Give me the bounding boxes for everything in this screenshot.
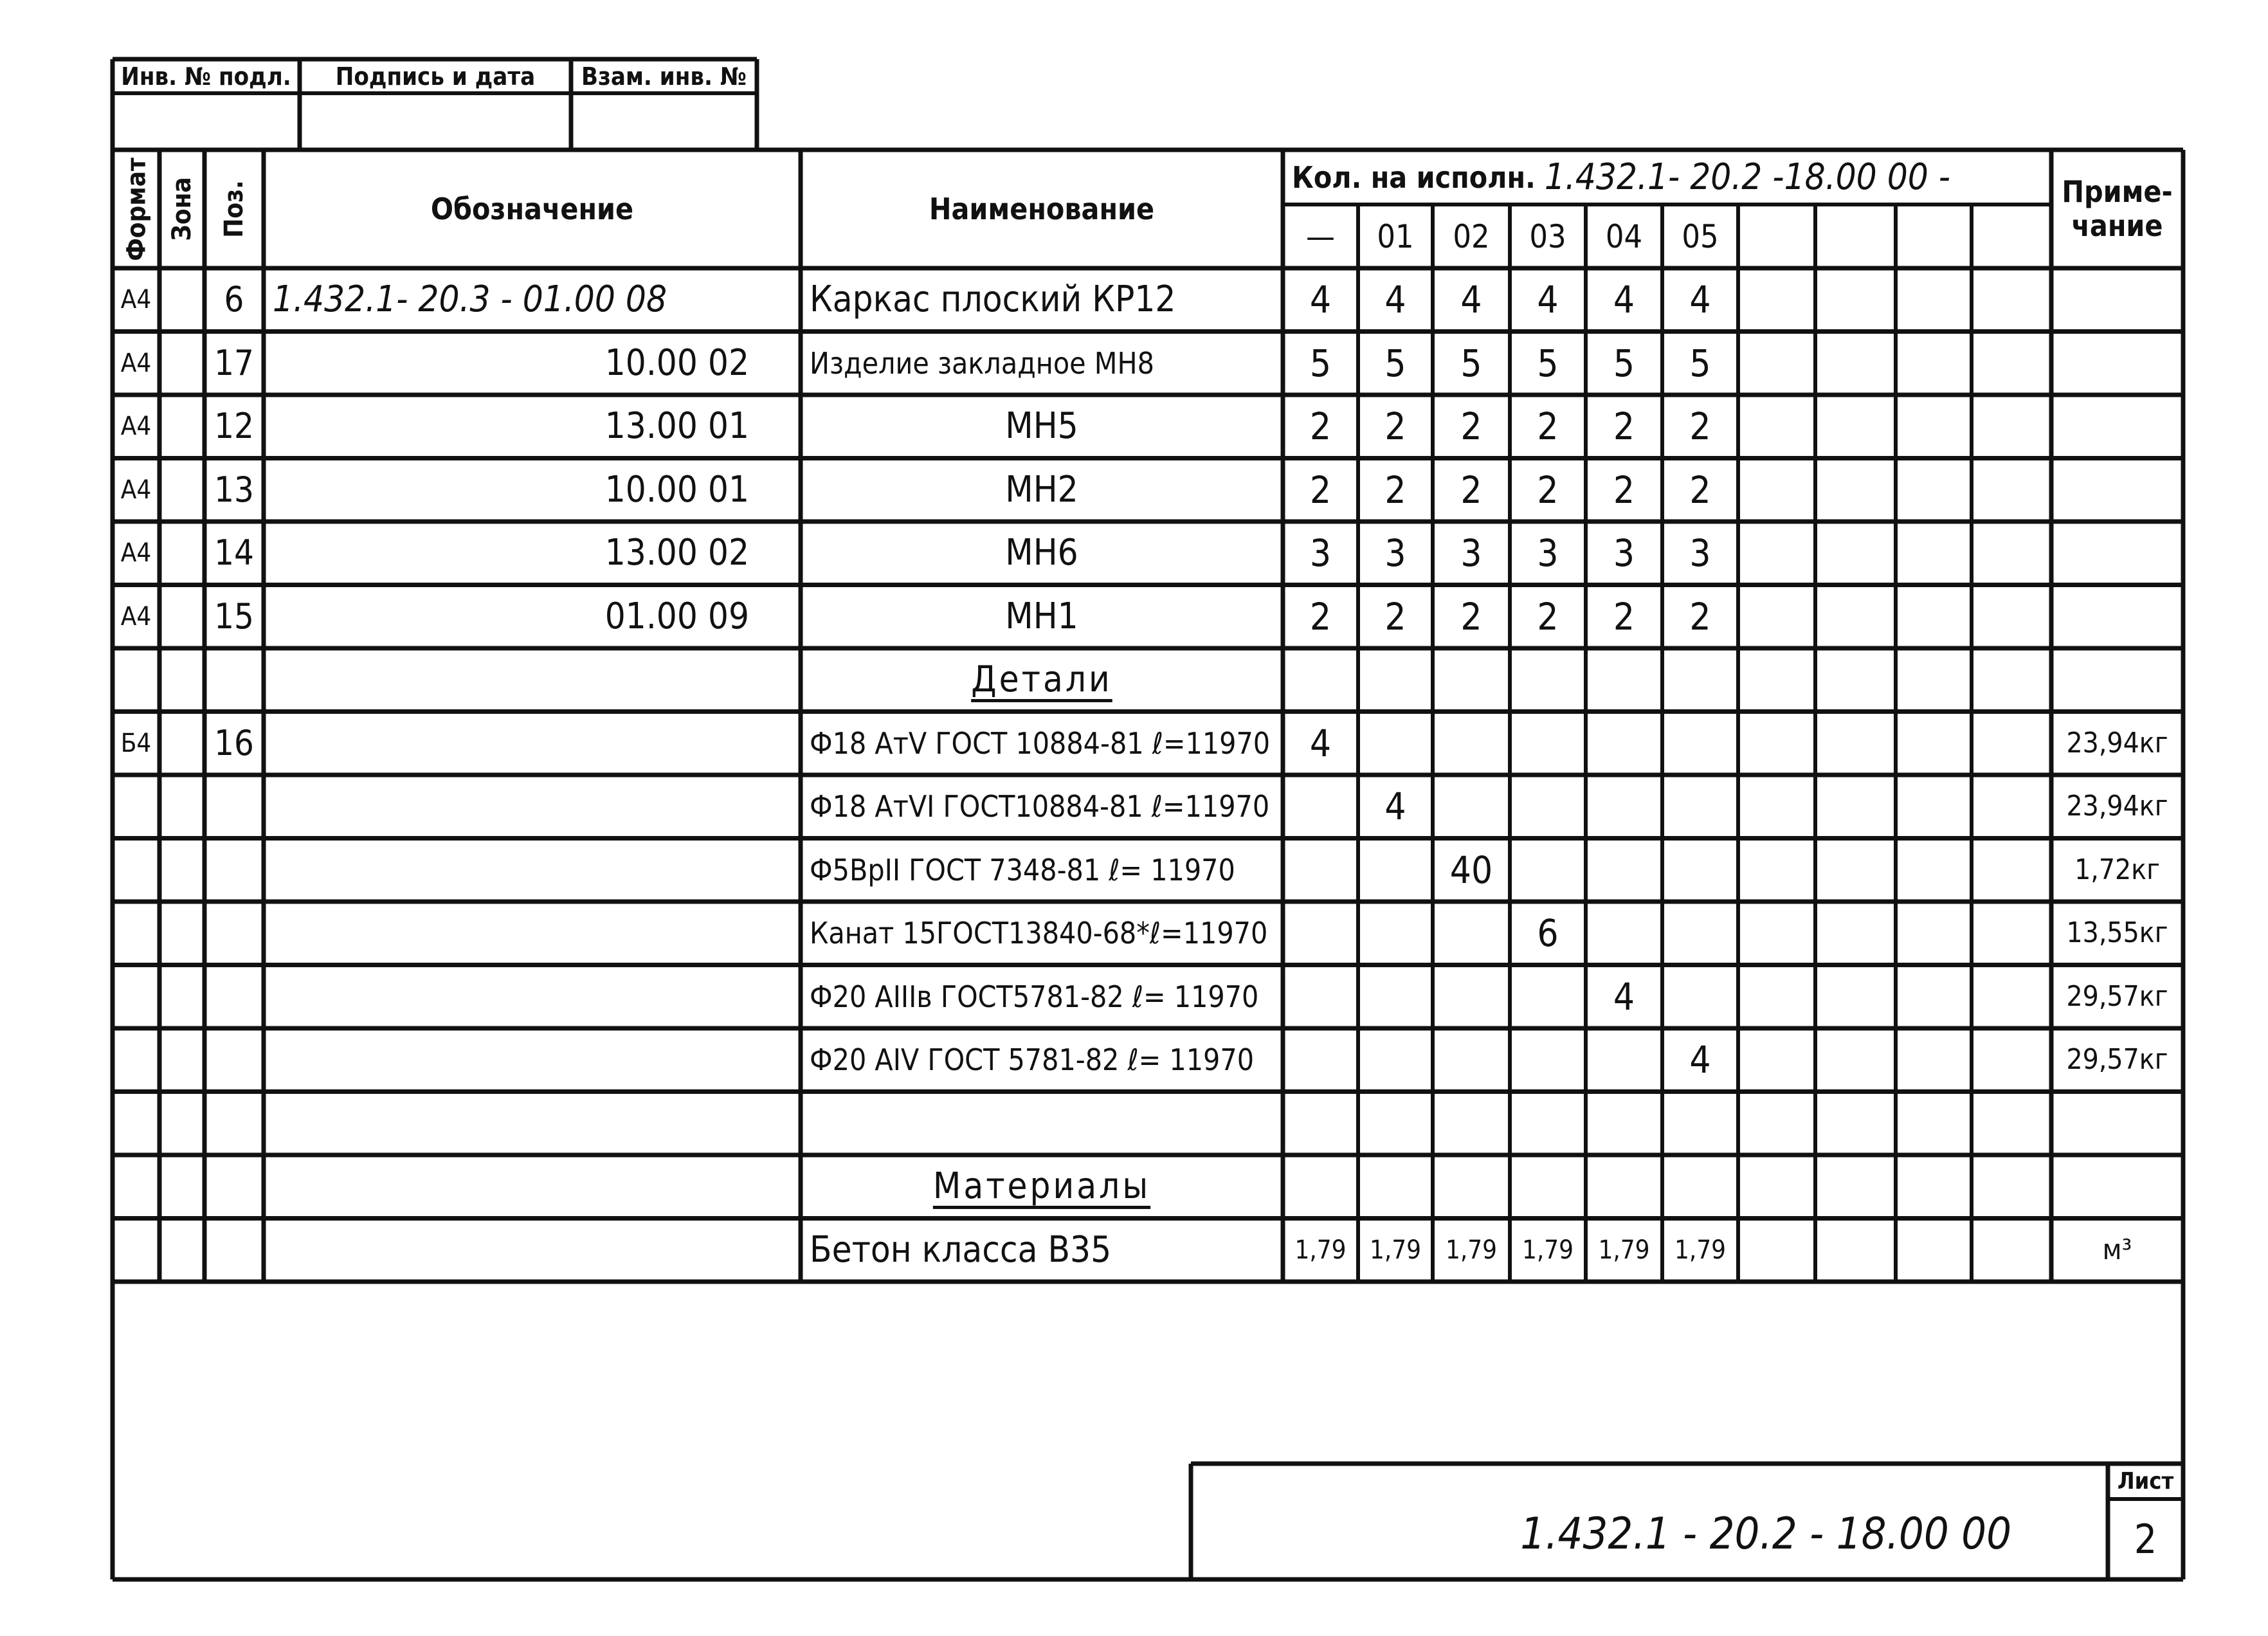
titleblock-code: 1.432.1 - 20.2 - 18.00 00: [1520, 1509, 2011, 1559]
row-designation: [264, 1219, 801, 1282]
header-variant-0: —: [1306, 217, 1335, 255]
row-qty-2: [1433, 1155, 1510, 1219]
row-zone: [159, 839, 204, 902]
row-format: А4: [120, 601, 152, 632]
row-qty-0: 4: [1309, 721, 1332, 765]
row-zone: [159, 1092, 204, 1156]
row-designation: [264, 902, 801, 965]
row-qty-1: 5: [1384, 341, 1406, 385]
row-qty-4: 5: [1613, 341, 1635, 385]
row-designation: 10.00 01: [604, 468, 749, 511]
row-qty-2: 4: [1460, 278, 1482, 322]
row-pos: [204, 1092, 264, 1156]
row-qty-1: 4: [1384, 785, 1406, 829]
row-qty-5: 2: [1689, 404, 1711, 449]
stamp-inv-label: Инв. № подл.: [121, 62, 291, 91]
row-note: [2051, 1155, 2183, 1219]
row-qty-0: [1283, 1155, 1358, 1219]
row-qty-3: 4: [1537, 278, 1559, 322]
row-pos: 14: [214, 532, 254, 574]
row-qty-2: 1,79: [1445, 1235, 1498, 1265]
row-qty-4: [1586, 839, 1662, 902]
row-zone: [159, 902, 204, 965]
row-designation: [264, 775, 801, 839]
row-qty-5: 2: [1689, 594, 1711, 639]
row-qty-3: 2: [1537, 594, 1559, 639]
row-qty-0: [1283, 902, 1358, 965]
row-designation: [264, 648, 801, 712]
row-zone: [159, 585, 204, 649]
row-name: Ф20 АIV ГОСТ 5781-82 ℓ= 11970: [810, 1042, 1255, 1078]
row-pos: [204, 775, 264, 839]
row-qty-2: [1433, 902, 1510, 965]
row-qty-1: 4: [1384, 278, 1406, 322]
row-qty-4: [1586, 1092, 1662, 1156]
row-format: [113, 648, 159, 712]
row-qty-5: 4: [1689, 278, 1711, 322]
row-name: Ф20 АIIIв ГОСТ5781-82 ℓ= 11970: [810, 979, 1259, 1014]
row-qty-2: 3: [1460, 531, 1482, 576]
row-qty-0: 4: [1309, 278, 1332, 322]
row-pos: [204, 1219, 264, 1282]
row-format: А4: [120, 538, 152, 568]
row-qty-5: [1662, 965, 1738, 1029]
row-qty-3: [1510, 1028, 1586, 1092]
header-zone: Зона: [167, 177, 197, 241]
row-zone: [159, 1219, 204, 1282]
row-qty-4: [1586, 1155, 1662, 1219]
row-pos: [204, 839, 264, 902]
row-qty-4: 2: [1613, 404, 1635, 449]
row-zone: [159, 395, 204, 459]
row-note: [2051, 1092, 2183, 1156]
row-format: [113, 839, 159, 902]
row-qty-1: [1358, 839, 1433, 902]
row-format: А4: [120, 412, 152, 442]
header-variant-4: 04: [1605, 217, 1643, 255]
row-qty-4: [1586, 902, 1662, 965]
row-designation: [264, 712, 801, 776]
row-pos: 17: [214, 342, 254, 383]
row-zone: [159, 522, 204, 585]
row-zone: [159, 268, 204, 332]
row-name: Ф5ВрII ГОСТ 7348-81 ℓ= 11970: [810, 852, 1235, 887]
row-qty-1: 1,79: [1369, 1235, 1422, 1265]
row-qty-2: [1433, 648, 1510, 712]
row-format: А4: [120, 285, 152, 315]
row-name: Каркас плоский КР12: [810, 278, 1176, 321]
row-qty-4: [1586, 648, 1662, 712]
row-qty-5: [1662, 839, 1738, 902]
row-qty-0: [1283, 965, 1358, 1029]
header-variant-1: 01: [1377, 217, 1414, 255]
row-qty-3: [1510, 1092, 1586, 1156]
row-zone: [159, 1028, 204, 1092]
row-qty-1: 2: [1384, 594, 1406, 639]
row-zone: [159, 965, 204, 1029]
row-qty-1: [1358, 1028, 1433, 1092]
row-note: [2051, 648, 2183, 712]
row-name: МН5: [1005, 405, 1078, 448]
header-qty-code: 1.432.1- 20.2 -18.00 00 -: [1544, 156, 1950, 198]
row-pos: [204, 1155, 264, 1219]
row-name: [801, 1092, 1283, 1156]
row-qty-1: [1358, 1155, 1433, 1219]
header-note: Приме- чание: [2062, 174, 2173, 243]
row-qty-4: [1586, 1028, 1662, 1092]
row-designation: [264, 839, 801, 902]
titleblock-sheet-label: Лист: [2117, 1468, 2174, 1495]
row-format: [113, 902, 159, 965]
row-qty-4: [1586, 712, 1662, 776]
row-designation: 13.00 02: [604, 532, 749, 574]
row-designation: 13.00 01: [604, 405, 749, 448]
row-name: Бетон класса В35: [810, 1228, 1112, 1271]
row-zone: [159, 1155, 204, 1219]
row-qty-1: [1358, 965, 1433, 1029]
header-variant-3: 03: [1529, 217, 1566, 255]
row-qty-2: [1433, 965, 1510, 1029]
row-designation: 1.432.1- 20.3 - 01.00 08: [273, 278, 667, 321]
row-note: [2051, 268, 2183, 332]
row-qty-0: [1283, 775, 1358, 839]
row-pos: 12: [214, 406, 254, 447]
row-zone: [159, 648, 204, 712]
row-qty-5: 3: [1689, 531, 1711, 576]
header-qty-title: [1283, 150, 2051, 204]
row-qty-4: 2: [1613, 468, 1635, 512]
row-note: [2051, 459, 2183, 522]
row-qty-3: 6: [1537, 911, 1559, 956]
row-designation: [264, 1028, 801, 1092]
row-qty-0: 5: [1309, 341, 1332, 385]
row-name: МН2: [1005, 468, 1078, 511]
row-qty-3: 2: [1537, 468, 1559, 512]
row-note: 23,94кг: [2066, 790, 2168, 823]
row-qty-1: 3: [1384, 531, 1406, 576]
row-qty-2: 2: [1460, 594, 1482, 639]
row-qty-1: [1358, 648, 1433, 712]
row-designation: 10.00 02: [604, 341, 749, 384]
header-format: Формат: [121, 157, 151, 261]
row-note: 1,72кг: [2074, 853, 2160, 886]
row-qty-4: 1,79: [1598, 1235, 1650, 1265]
row-qty-3: [1510, 1155, 1586, 1219]
row-format: [113, 1219, 159, 1282]
row-qty-0: [1283, 648, 1358, 712]
row-qty-2: 5: [1460, 341, 1482, 385]
row-name: Ф18 АтV ГОСТ 10884-81 ℓ=11970: [810, 725, 1271, 761]
row-qty-0: [1283, 1028, 1358, 1092]
row-name: МН1: [1005, 595, 1078, 637]
row-qty-0: [1283, 839, 1358, 902]
row-qty-5: [1662, 902, 1738, 965]
row-qty-5: [1662, 648, 1738, 712]
row-qty-3: [1510, 965, 1586, 1029]
row-pos: [204, 648, 264, 712]
row-pos: [204, 1028, 264, 1092]
row-pos: [204, 902, 264, 965]
row-designation: [264, 1092, 801, 1156]
row-qty-3: [1510, 775, 1586, 839]
row-zone: [159, 775, 204, 839]
row-note: [2051, 395, 2183, 459]
row-qty-3: 2: [1537, 404, 1559, 449]
header-variant-8: [1896, 204, 1972, 268]
row-qty-3: 1,79: [1521, 1235, 1574, 1265]
row-qty-5: 4: [1689, 1038, 1711, 1082]
row-qty-1: [1358, 902, 1433, 965]
header-variant-7: [1815, 204, 1896, 268]
row-format: [113, 775, 159, 839]
row-qty-2: [1433, 712, 1510, 776]
header-name: Наименование: [929, 192, 1155, 226]
row-qty-5: [1662, 1155, 1738, 1219]
row-qty-4: 4: [1613, 278, 1635, 322]
row-name: Ф18 АтVI ГОСТ10884-81 ℓ=11970: [810, 789, 1270, 824]
row-note: [2051, 585, 2183, 649]
header-variant-9: [1972, 204, 2051, 268]
row-name: Изделие закладное МН8: [810, 345, 1154, 381]
row-qty-2: 2: [1460, 468, 1482, 512]
row-zone: [159, 459, 204, 522]
row-qty-2: [1433, 1092, 1510, 1156]
titleblock-sheet-number: 2: [2134, 1515, 2157, 1563]
row-qty-5: [1662, 1092, 1738, 1156]
row-qty-5: 2: [1689, 468, 1711, 512]
row-qty-0: [1283, 1092, 1358, 1156]
header-pos: Поз.: [219, 180, 249, 238]
row-qty-1: [1358, 712, 1433, 776]
row-note: 13,55кг: [2066, 916, 2168, 950]
row-format: [113, 965, 159, 1029]
row-qty-4: 4: [1613, 974, 1635, 1019]
row-qty-0: 1,79: [1294, 1235, 1347, 1265]
stamp-sign-label: Подпись и дата: [335, 62, 536, 91]
row-qty-5: [1662, 712, 1738, 776]
row-note: 29,57кг: [2066, 1043, 2168, 1077]
row-designation: 01.00 09: [604, 595, 749, 637]
row-qty-4: 3: [1613, 531, 1635, 576]
row-pos: 13: [214, 469, 254, 510]
row-designation: [264, 1155, 801, 1219]
row-format: [113, 1028, 159, 1092]
row-qty-5: 5: [1689, 341, 1711, 385]
row-name: МН6: [1005, 532, 1078, 574]
row-qty-3: [1510, 712, 1586, 776]
row-qty-2: [1433, 775, 1510, 839]
row-pos: 15: [214, 595, 254, 637]
row-qty-0: 2: [1309, 468, 1332, 512]
row-note: [2051, 522, 2183, 585]
stamp-replace-label: Взам. инв. №: [581, 62, 747, 91]
row-qty-3: [1510, 648, 1586, 712]
row-format: [113, 1092, 159, 1156]
row-name: Материалы: [932, 1165, 1151, 1208]
row-pos: 6: [224, 279, 244, 320]
row-name: Детали: [971, 659, 1112, 701]
row-name: Канат 15ГОСТ13840-68*ℓ=11970: [810, 916, 1268, 951]
row-note: [2051, 332, 2183, 395]
row-qty-5: [1662, 775, 1738, 839]
row-qty-2: [1433, 1028, 1510, 1092]
row-pos: 16: [214, 722, 254, 763]
row-format: Б4: [120, 728, 152, 758]
row-qty-1: [1358, 1092, 1433, 1156]
header-variant-6: [1738, 204, 1815, 268]
row-qty-0: 2: [1309, 594, 1332, 639]
row-note: 29,57кг: [2066, 979, 2168, 1013]
row-qty-3: 3: [1537, 531, 1559, 576]
row-qty-2: 40: [1449, 848, 1493, 892]
row-zone: [159, 712, 204, 776]
row-qty-4: [1586, 775, 1662, 839]
row-qty-5: 1,79: [1674, 1235, 1727, 1265]
row-qty-1: 2: [1384, 468, 1406, 512]
row-qty-1: 2: [1384, 404, 1406, 449]
row-format: А4: [120, 348, 152, 378]
header-variant-5: 05: [1682, 217, 1719, 255]
row-zone: [159, 332, 204, 395]
row-qty-0: 2: [1309, 404, 1332, 449]
row-note: 23,94кг: [2066, 726, 2168, 759]
row-qty-2: 2: [1460, 404, 1482, 449]
row-note: м³: [2102, 1233, 2132, 1266]
row-pos: [204, 965, 264, 1029]
row-designation: [264, 965, 801, 1029]
header-designation: Обозначение: [430, 192, 634, 226]
row-format: [113, 1155, 159, 1219]
row-qty-4: 2: [1613, 594, 1635, 639]
header-qty-label: Кол. на исполн.: [1292, 159, 1536, 195]
header-variant-2: 02: [1453, 217, 1490, 255]
row-qty-3: 5: [1537, 341, 1559, 385]
row-qty-0: 3: [1309, 531, 1332, 576]
row-format: А4: [120, 475, 152, 505]
row-qty-3: [1510, 839, 1586, 902]
